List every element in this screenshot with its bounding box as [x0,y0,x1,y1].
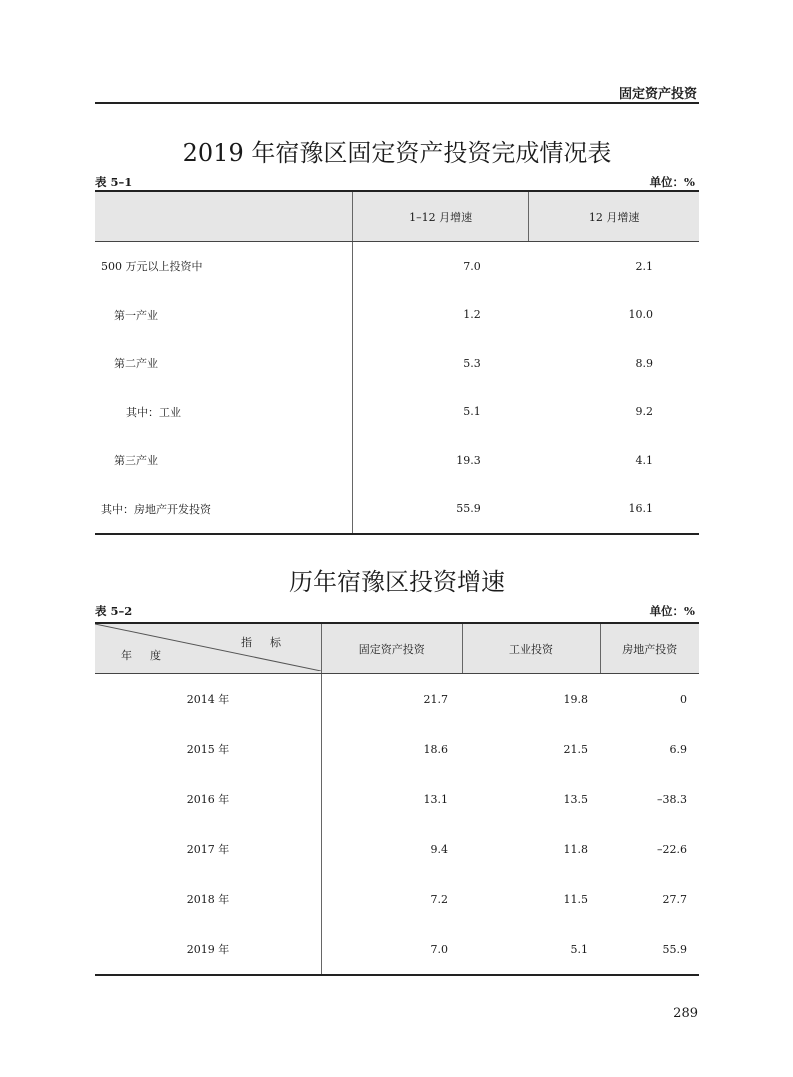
row-year: 2014 年 [95,674,322,725]
cell-dec: 16.1 [628,502,653,516]
table-row [95,291,699,340]
table1-header-row [95,191,699,242]
cell-ytd: 5.3 [463,356,481,370]
table-row [95,724,699,774]
table1-title: 2019 年宿豫区固定资产投资完成情况表 [182,139,612,167]
section-header-title: 固定资产投资 [618,87,697,102]
cell-industry: 19.8 [563,692,588,706]
cell-ytd: 55.9 [456,502,481,516]
cell-dec: 9.2 [635,405,653,419]
cell-industry: 11.8 [563,842,588,856]
table1 [95,190,699,535]
table2-header-realestate: 房地产投资 [600,623,699,674]
row-label: 500 万元以上投资中 [95,242,353,291]
cell-realestate: –38.3 [657,792,687,806]
table-row [95,339,699,388]
table-row [95,485,699,535]
table-row [95,874,699,924]
page-number: 289 [673,1006,698,1021]
cell-realestate: 0 [680,692,687,706]
cell-realestate: 27.7 [662,892,687,906]
cell-industry: 13.5 [563,792,588,806]
cell-dec: 8.9 [635,356,653,370]
table2-unit: 单位：% [649,604,695,618]
table-row [95,242,699,291]
table1-header-ytd: 1–12 月增速 [353,191,529,242]
cell-realestate: 6.9 [669,742,687,756]
corner-top-label: 指标 [241,636,299,649]
cell-ytd: 7.0 [463,259,481,273]
cell-ytd: 1.2 [463,308,481,322]
row-label: 第一产业 [95,291,353,340]
cell-dec: 10.0 [628,308,653,322]
cell-dec: 4.1 [635,453,653,467]
cell-ytd: 5.1 [463,405,481,419]
cell-realestate: –22.6 [657,842,687,856]
cell-industry: 21.5 [563,742,588,756]
row-year: 2015 年 [95,724,322,774]
row-label: 其中：房地产开发投资 [95,485,353,535]
row-label: 第二产业 [95,339,353,388]
cell-fixed: 18.6 [423,742,448,756]
header-rule [95,102,699,104]
table1-label: 表 5–1 [95,175,133,189]
table2-header-row [95,623,699,674]
table-row [95,924,699,975]
table-row [95,388,699,437]
cell-fixed: 9.4 [430,842,448,856]
cell-fixed: 21.7 [423,692,448,706]
cell-ytd: 19.3 [456,453,481,467]
cell-industry: 11.5 [563,892,588,906]
corner-bottom-label: 年度 [121,649,179,662]
cell-fixed: 13.1 [423,792,448,806]
table-row [95,824,699,874]
table1-unit: 单位：% [649,175,695,189]
cell-dec: 2.1 [635,259,653,273]
table-row [95,674,699,725]
table2-label: 表 5–2 [95,604,133,618]
table2-header-fixed: 固定资产投资 [322,623,463,674]
row-year: 2019 年 [95,924,322,975]
table-row [95,774,699,824]
row-label: 其中：工业 [95,388,353,437]
table2-title: 历年宿豫区投资增速 [289,568,505,596]
table2-header-industry: 工业投资 [462,623,600,674]
table-row [95,436,699,485]
row-label: 第三产业 [95,436,353,485]
cell-fixed: 7.2 [430,892,448,906]
row-year: 2017 年 [95,824,322,874]
cell-industry: 5.1 [570,942,588,956]
cell-realestate: 55.9 [662,942,687,956]
cell-fixed: 7.0 [430,942,448,956]
table2 [95,622,699,976]
row-year: 2016 年 [95,774,322,824]
table1-header-dec: 12 月增速 [529,191,699,242]
table1-header-blank [95,191,353,242]
table2-corner-header [95,623,322,674]
row-year: 2018 年 [95,874,322,924]
